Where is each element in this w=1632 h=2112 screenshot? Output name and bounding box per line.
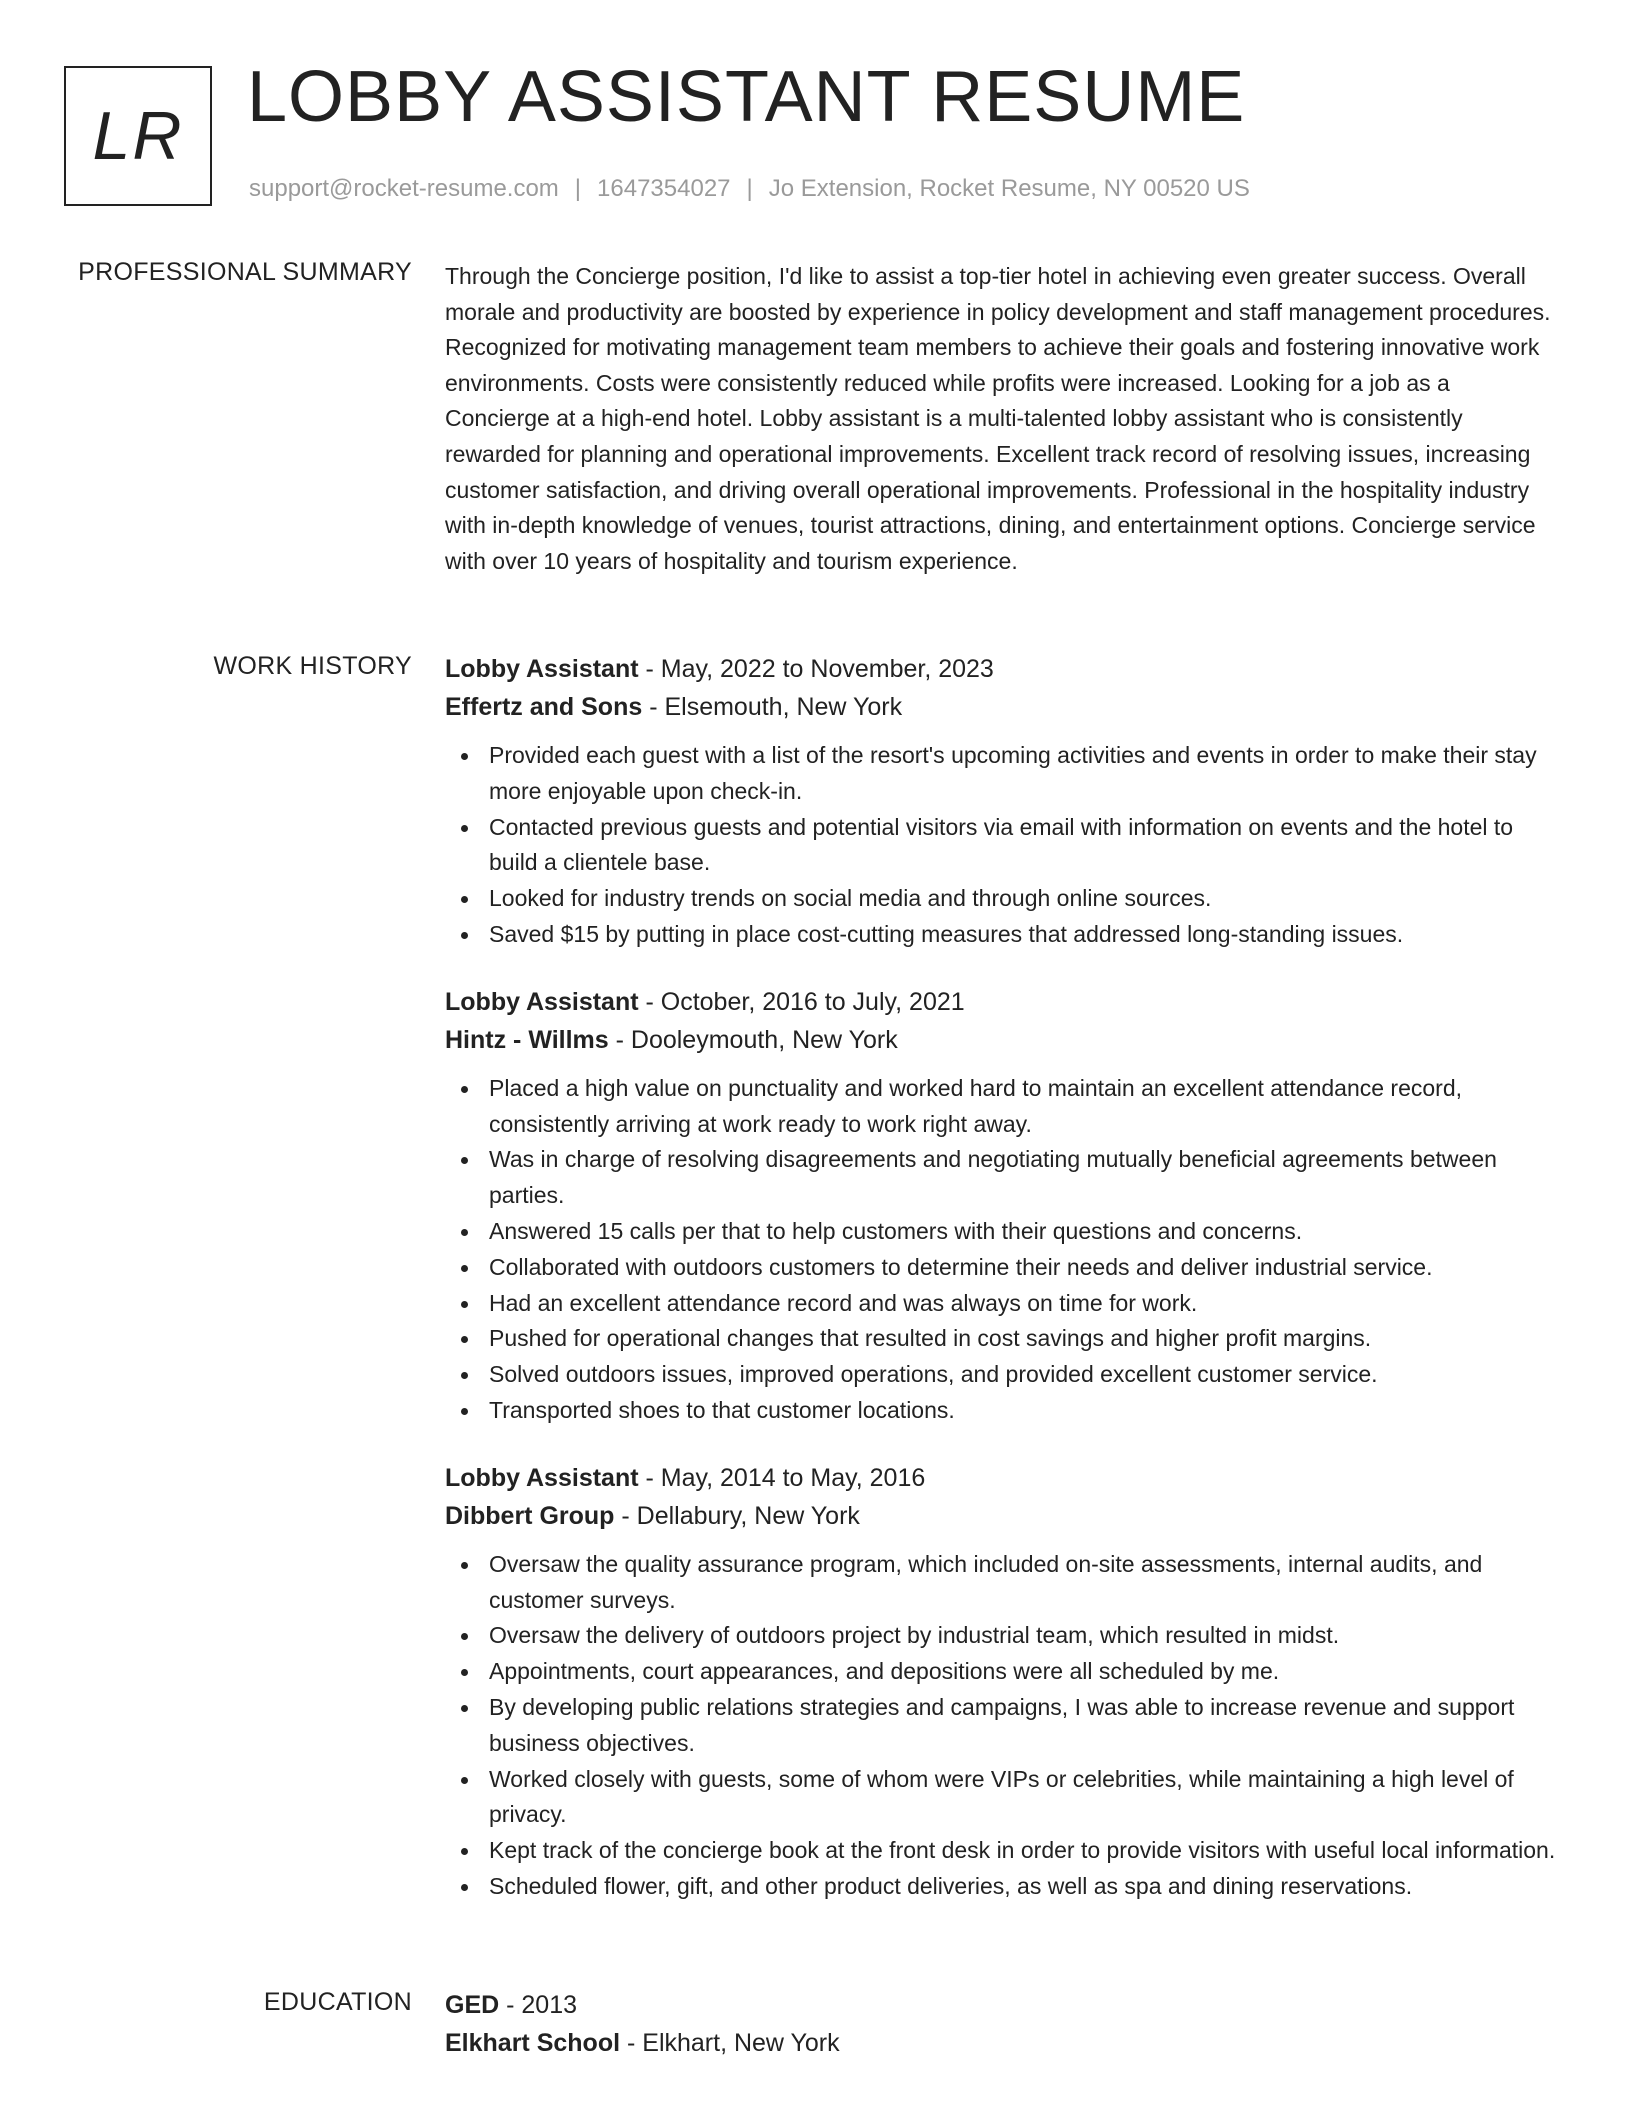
job-dates: - May, 2022 to November, 2023 [638, 655, 994, 683]
job-company: Dibbert Group [445, 1501, 615, 1530]
section-label-education: EDUCATION [263, 1988, 412, 2016]
job-title: Lobby Assistant [445, 655, 639, 683]
bullet-item: Looked for industry trends on social media and through online sources. [445, 881, 1560, 917]
bullet-item: Had an excellent attendance record and was always on time for work. [445, 1286, 1560, 1322]
bullet-item: Placed a high value on punctuality and worked hard to maintain an excellent attendance record, consistently arriving at work ready to work right away. [445, 1071, 1560, 1143]
job-dates: - October, 2016 to July, 2021 [638, 987, 965, 1016]
education-body [445, 1986, 1560, 2062]
job-company-line [445, 1021, 1560, 1059]
contact-address: Jo Extension, Rocket Resume, NY 00520 US [768, 175, 1250, 202]
contact-phone: 1647354027 [597, 175, 731, 202]
education-school: Elkhart School [445, 2029, 621, 2057]
bullet-item: By developing public relations strategies and campaigns, I was able to increase revenue and support business objectives. [445, 1690, 1560, 1762]
bullet-item: Pushed for operational changes that resulted in cost savings and higher profit margins. [445, 1321, 1560, 1357]
bullet-item: Oversaw the delivery of outdoors project by industrial team, which resulted in midst. [445, 1618, 1560, 1654]
job-entry [445, 983, 1560, 1429]
section-label-work-history: WORK HISTORY [213, 652, 412, 680]
bullet-item: Answered 15 calls per that to help customers with their questions and concerns. [445, 1214, 1560, 1250]
bullet-item: Transported shoes to that customer locations. [445, 1393, 1560, 1429]
job-title: Lobby Assistant [445, 987, 639, 1016]
contact-separator: | [574, 175, 582, 202]
bullet-item: Kept track of the concierge book at the front desk in order to provide visitors with useful local information. [445, 1833, 1560, 1869]
bullet-item: Oversaw the quality assurance program, which included on-site assessments, internal audits, and customer surveys. [445, 1547, 1560, 1619]
education-school-line [445, 2024, 1560, 2062]
job-title-line [445, 1459, 1560, 1497]
bullet-item: Saved $15 by putting in place cost-cutting measures that addressed long-standing issues. [445, 917, 1560, 953]
work-history-body [445, 650, 1560, 1935]
job-title-line [445, 650, 1560, 688]
bullet-item: Scheduled flower, gift, and other product deliveries, as well as spa and dining reservations. [445, 1869, 1560, 1905]
job-title: Lobby Assistant [445, 1463, 639, 1492]
bullet-item: Was in charge of resolving disagreements and negotiating mutually beneficial agreements between parties. [445, 1142, 1560, 1214]
bullet-item: Collaborated with outdoors customers to determine their needs and deliver industrial service. [445, 1250, 1560, 1286]
job-bullets [445, 1547, 1560, 1905]
job-entry [445, 650, 1560, 953]
education-location: - Elkhart, New York [620, 2029, 840, 2057]
job-bullets [445, 1071, 1560, 1429]
summary-body [445, 259, 1560, 579]
job-company: Effertz and Sons [445, 693, 643, 721]
bullet-item: Contacted previous guests and potential visitors via email with information on events and the hotel to build a clientele base. [445, 810, 1560, 882]
education-degree: GED [445, 1991, 500, 2019]
job-company-line [445, 1497, 1560, 1535]
contact-separator: | [746, 175, 753, 202]
job-dates: - May, 2014 to May, 2016 [638, 1463, 926, 1492]
bullet-item: Appointments, court appearances, and depositions were all scheduled by me. [445, 1654, 1560, 1690]
job-location: - Dooleymouth, New York [608, 1025, 898, 1054]
monogram-logo: LR [64, 66, 212, 206]
bullet-item: Provided each guest with a list of the resort's upcoming activities and events in order to make their stay more enjoyable upon check-in. [445, 738, 1560, 810]
education-degree-line [445, 1986, 1560, 2024]
bullet-item: Worked closely with guests, some of whom were VIPs or celebrities, while maintaining a high level of privacy. [445, 1762, 1560, 1834]
job-location: - Dellabury, New York [614, 1501, 860, 1530]
education-year: - 2013 [499, 1991, 578, 2019]
job-company: Hintz - Willms [445, 1025, 609, 1054]
section-label-summary: PROFESSIONAL SUMMARY [78, 258, 412, 286]
job-title-line [445, 983, 1560, 1021]
bullet-item: Solved outdoors issues, improved operations, and provided excellent customer service. [445, 1357, 1560, 1393]
job-company-line [445, 688, 1560, 726]
job-location: - Elsemouth, New York [642, 693, 903, 721]
summary-text: Through the Concierge position, I'd like to assist a top-tier hotel in achieving even greater success. Overall morale and productivity are boosted by experience in policy development and staff management procedures. Recognized for motivating management team members to achieve their goals and fostering innovative work environments. Costs were consistently reduced while profits were increased. Looking for a job as a Concierge at a high-end hotel. Lobby assistant is a multi-talented lobby assistant who is consistently rewarded for planning and operational improvements. Excellent track record of resolving issues, increasing customer satisfaction, and driving overall operational improvements. Professional in the hospitality industry with in-depth knowledge of venues, tourist attractions, dining, and entertainment options. Concierge service with over 10 years of hospitality and tourism experience. [445, 263, 1551, 574]
contact-line [249, 175, 1250, 203]
job-bullets [445, 738, 1560, 953]
job-entry [445, 1459, 1560, 1905]
contact-email: support@rocket-resume.com [249, 175, 559, 202]
resume-title: LOBBY ASSISTANT RESUME [247, 57, 1246, 137]
